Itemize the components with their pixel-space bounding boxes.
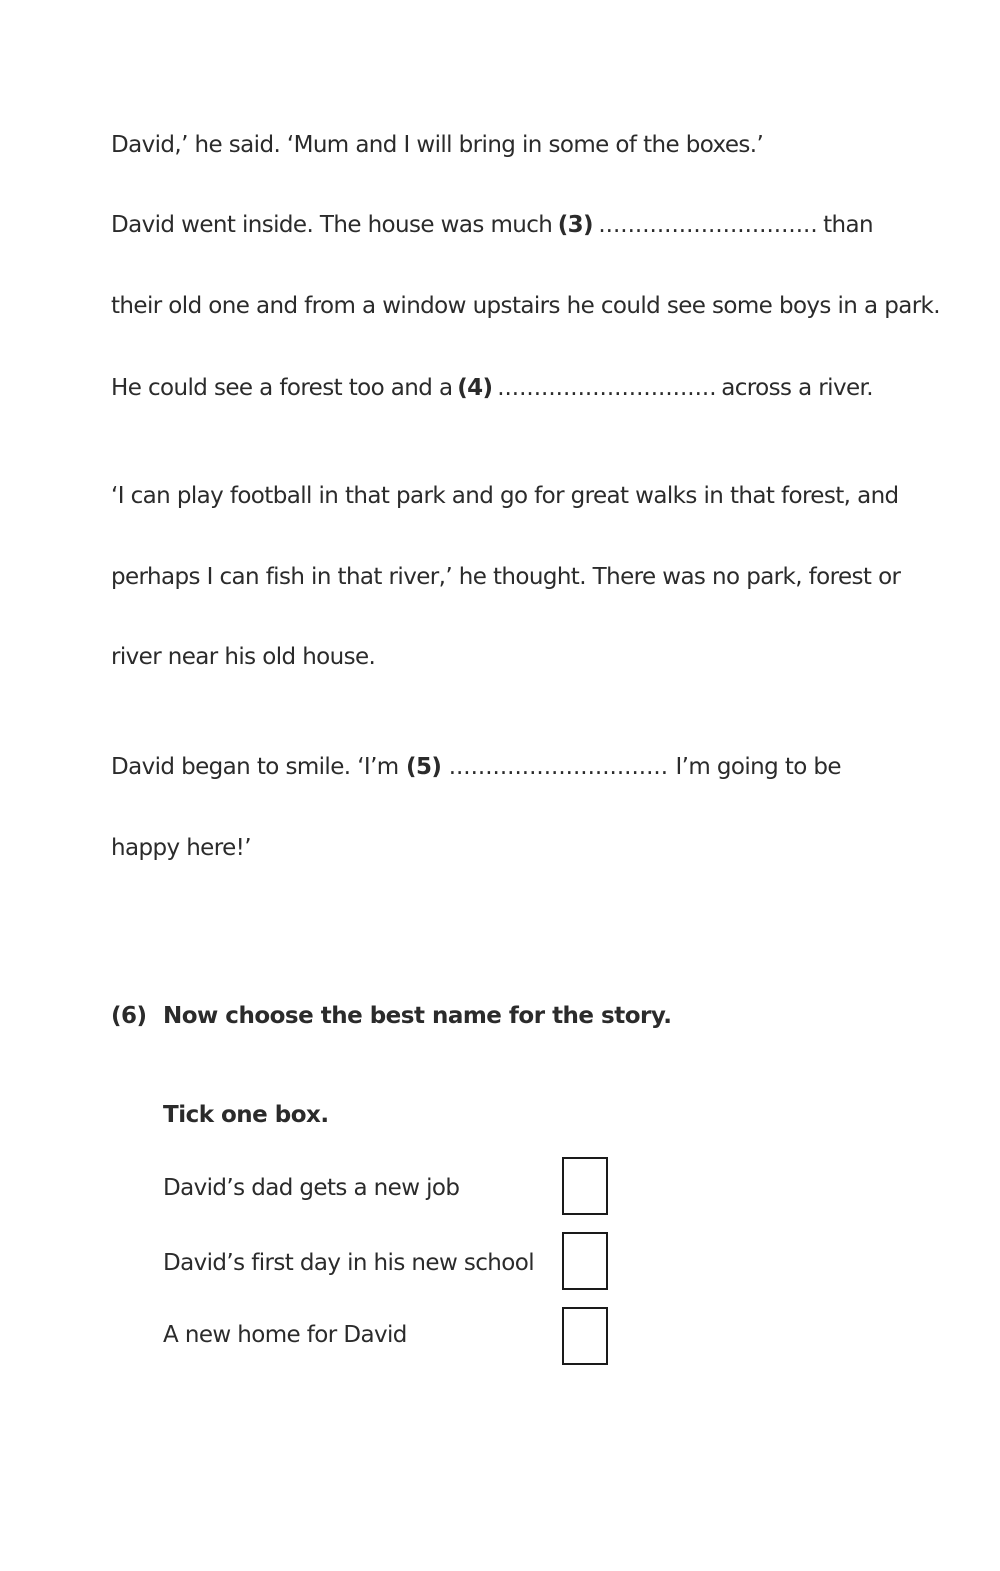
question-heading [111, 1001, 672, 1031]
option-label-3: A new home for David [163, 1322, 407, 1348]
story-line-9 [111, 833, 251, 863]
answer-blank-4[interactable]: .............................. [497, 375, 717, 401]
gap-number-3: (3) [557, 212, 593, 238]
story-text: their old one and from a window upstairs he could see some boys in a park. [111, 293, 940, 319]
story-text: river near his old house. [111, 644, 376, 670]
question-number: (6) [111, 1003, 147, 1029]
gap-number-4: (4) [457, 375, 493, 401]
tick-box-2[interactable] [562, 1232, 608, 1290]
story-line-3 [111, 291, 940, 321]
story-text: David,’ he said. ‘Mum and I will bring in some of the boxes.’ [111, 132, 764, 158]
tick-instruction: Tick one box. [163, 1102, 329, 1128]
gap-number-5: (5) [406, 754, 442, 780]
story-text: I’m going to be [675, 754, 841, 780]
story-text: across a river. [721, 375, 873, 401]
story-line-6 [111, 562, 900, 592]
story-line-1 [111, 130, 763, 160]
answer-blank-5[interactable]: .............................. [448, 754, 669, 780]
story-text: than [823, 212, 873, 238]
tick-box-3[interactable] [562, 1307, 608, 1365]
option-label-2: David’s first day in his new school [163, 1250, 535, 1276]
story-line-4 [111, 373, 873, 403]
story-text: happy here!’ [111, 835, 251, 861]
story-text: He could see a forest too and a [111, 375, 453, 401]
story-text: ‘I can play football in that park and go for great walks in that forest, and [111, 483, 899, 509]
question-prompt: Now choose the best name for the story. [163, 1003, 672, 1029]
story-text: perhaps I can fish in that river,’ he thought. There was no park, forest or [111, 564, 901, 590]
story-line-8 [111, 752, 841, 782]
answer-blank-3[interactable]: .............................. [598, 212, 818, 238]
tick-box-1[interactable] [562, 1157, 608, 1215]
story-text: David went inside. The house was much [111, 212, 553, 238]
story-text: David began to smile. ‘I’m [111, 754, 399, 780]
story-line-5 [111, 481, 899, 511]
story-line-7 [111, 642, 375, 672]
option-label-1: David’s dad gets a new job [163, 1175, 460, 1201]
story-line-2 [111, 210, 873, 240]
